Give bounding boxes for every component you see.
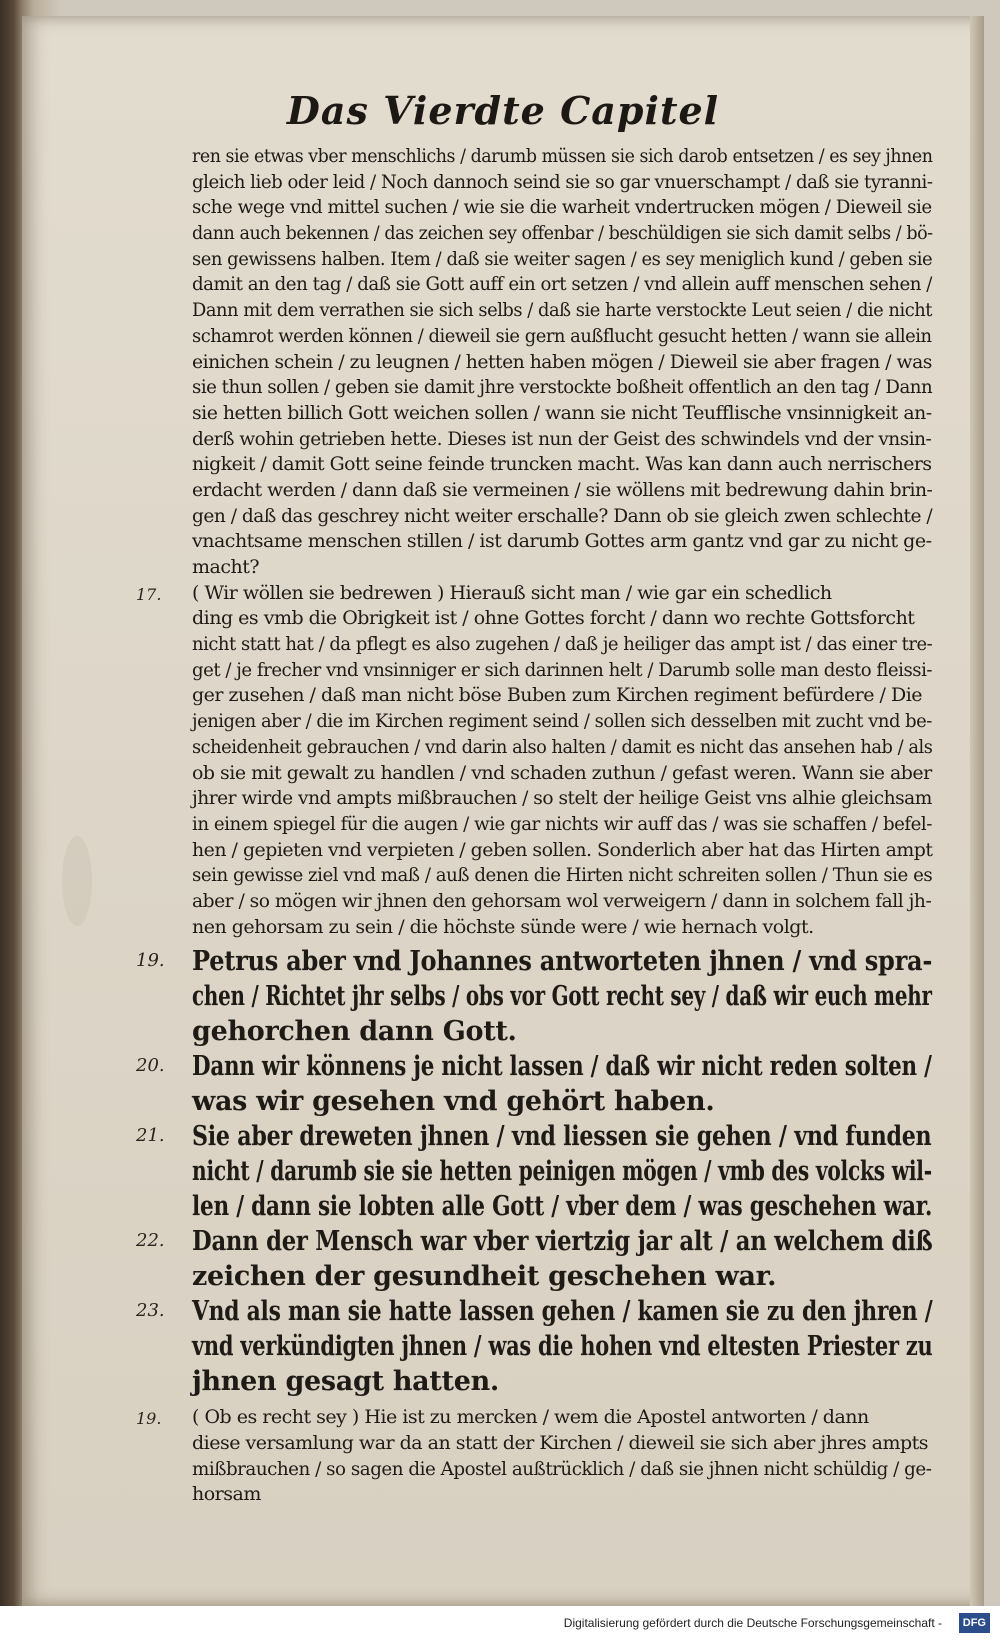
text-line: nigkeit / damit Gott seine feinde truncken macht. Was kan dann auch nerrischers [192, 453, 932, 476]
text-line: nicht statt hat / da pflegt es also zugehen / daß je heiliger das ampt ist / das einer tre- [192, 633, 933, 656]
text-section [136, 1049, 932, 1119]
text-section [136, 944, 933, 1049]
text-line: vnachtsame menschen stillen / ist darumb Gottes arm gantz vnd gar zu nicht ge- [192, 530, 932, 553]
text-line: jhnen gesagt hatten. [192, 1366, 500, 1398]
text-line: Petrus aber vnd Johannes antworteten jhnen / vnd spra- [192, 946, 933, 978]
commentary-sections [136, 144, 933, 940]
text-line: damit an den tag / daß sie Gott auff ein ort setzen / vnd allein auff menschen sehen / [192, 273, 932, 296]
text-block [136, 144, 933, 1508]
text-line: get / je frecher vnd vnsinniger er sich darinnen helt / Darumb solle man desto fleissi- [192, 658, 933, 681]
verse-number: 19. [136, 950, 165, 972]
verse-number: 17. [136, 584, 162, 604]
text-line: sein gewisse ziel vnd maß / auß denen die Hirten nicht schreiten sollen / Thun sie es [192, 864, 933, 887]
text-line: sie hetten billich Gott weichen sollen / wann sie nicht Teufflische vnsinnigkeit an- [192, 401, 932, 424]
funding-note: Digitalisierung gefördert durch die Deutsche Forschungsgemeinschaft - [563, 1616, 942, 1630]
text-line: chen / Richtet jhr selbs / obs vor Gott recht sey / daß wir euch mehr [192, 981, 932, 1013]
text-line: erdacht werden / dann daß sie vermeinen / sie wöllens mit bedrewung dahin brin- [192, 478, 933, 501]
text-line: sen gewissens halben. Item / daß sie weiter sagen / es sey meniglich kund / geben sie [192, 247, 933, 270]
text-line: Dann wir könnens je nicht lassen / daß wir nicht reden solten / [192, 1051, 932, 1083]
text-section [136, 1224, 933, 1294]
text-line: ger zusehen / daß man nicht böse Buben zum Kirchen regiment befürdere / Die [192, 684, 923, 707]
text-line: ob sie mit gewalt zu handlen / vnd schaden zuthun / gefast weren. Wann sie aber [192, 761, 932, 784]
footer-bar [0, 1606, 1000, 1648]
text-line: scheidenheit gebrauchen / vnd darin also halten / damit es nicht das ansehen hab / als [192, 735, 933, 758]
text-line: macht? [192, 556, 260, 578]
text-line: ( Wir wöllen sie bedrewen ) Hierauß sicht man / wie gar ein schedlich [192, 581, 832, 604]
text-line: ding es vmb die Obrigkeit ist / ohne Gottes forcht / dann wo rechte Gottsforcht [192, 607, 915, 630]
text-line: sie thun sollen / geben sie damit jhre verstockte boßheit offentlich an den tag / Dann [192, 376, 933, 399]
verse-number: 21. [136, 1125, 165, 1147]
text-line: derß wohin getrieben hette. Dieses ist nun der Geist des schwindels vnd der vnsin- [192, 427, 932, 450]
text-line: Sie aber dreweten jhnen / vnd liessen sie gehen / vnd funden [192, 1121, 932, 1153]
text-line: schamrot werden können / dieweil sie gern außflucht gesucht hetten / wann sie allein [192, 324, 932, 347]
text-line: zeichen der gesundheit geschehen war. [192, 1261, 777, 1293]
text-section [136, 1119, 933, 1224]
commentary-verse-19 [136, 1405, 932, 1508]
verse-number: 23. [136, 1300, 165, 1322]
verse-number: 22. [136, 1230, 165, 1252]
text-line: ( Ob es recht sey ) Hie ist zu mercken / wem die Apostel antworten / dann [192, 1406, 869, 1429]
text-line: len / dann sie lobten alle Gott / vber dem / was geschehen war. [192, 1191, 933, 1223]
text-line: dann auch bekennen / das zeichen sey offenbar / beschüldigen sie sich damit selbs / bö- [192, 222, 933, 245]
text-section [136, 581, 933, 941]
text-line: mißbrauchen / so sagen die Apostel außtrücklich / daß sie jhnen nicht schüldig / ge- [192, 1457, 932, 1480]
text-line: nicht / darumb sie sie hetten peinigen mögen / vmb des volcks wil- [192, 1156, 932, 1188]
text-line: Dann mit dem verrathen sie sich selbs / daß sie harte verstockte Leut seien / die nicht [192, 299, 932, 322]
text-line: gleich lieb oder leid / Noch dannoch seind sie so gar vnuerschampt / daß sie tyranni- [192, 170, 933, 193]
page-heading: Das Vierdte Capitel [286, 88, 720, 133]
text-line: Vnd als man sie hatte lassen gehen / kamen sie zu den jhren / [192, 1296, 933, 1328]
dfg-logo: DFG [959, 1613, 990, 1633]
text-line: was wir gesehen vnd gehört haben. [192, 1086, 715, 1118]
verse-number: 19. [136, 1409, 162, 1429]
text-line: jhrer wirde vnd ampts mißbrauchen / so stelt der heilige Geist vns alhie gleichsam [192, 787, 932, 810]
text-line: horsam [192, 1483, 261, 1506]
text-line: gehorchen dann Gott. [192, 1016, 517, 1048]
scripture-verses [136, 944, 933, 1399]
text-line: ren sie etwas vber menschlichs / darumb müssen sie sich darob entsetzen / es sey jhnen [192, 145, 933, 167]
text-line: Dann der Mensch war vber viertzig jar alt / an welchem diß [192, 1226, 933, 1258]
text-line: aber / so mögen wir jhnen den gehorsam wol verweigern / dann in solchem fall jh- [192, 889, 932, 912]
text-line: gen / daß das geschrey nicht weiter erschalle? Dann ob sie gleich zwen schlechte / [192, 504, 933, 527]
text-section [192, 144, 932, 581]
text-section [136, 1294, 933, 1399]
text-line: in einem spiegel für die augen / wie gar nichts wir auff das / was sie schaffen / befel- [192, 812, 932, 835]
book-page [22, 16, 984, 1606]
text-line: jenigen aber / die im Kirchen regiment seind / sollen sich desselben mit zucht vnd be- [192, 710, 932, 733]
text-line: vnd verkündigten jhnen / was die hohen vnd eltesten Priester zu [192, 1331, 933, 1363]
verse-number: 20. [136, 1055, 165, 1077]
text-section [136, 1405, 932, 1508]
text-line: einichen schein / zu leugnen / hetten haben mögen / Dieweil sie aber fragen / was [192, 350, 932, 373]
text-line: sche wege vnd mittel suchen / wie sie die warheit vndertrucken mögen / Dieweil sie [192, 196, 932, 219]
text-line: diese versamlung war da an statt der Kirchen / dieweil sie sich aber jhres ampts [192, 1432, 929, 1454]
paper-stain [62, 836, 92, 926]
text-line: nen gehorsam zu sein / die höchste sünde were / wie hernach volgt. [192, 915, 814, 938]
text-line: hen / gepieten vnd verpieten / geben sollen. Sonderlich aber hat das Hirten ampt [192, 838, 933, 861]
page-edge [970, 16, 984, 1606]
